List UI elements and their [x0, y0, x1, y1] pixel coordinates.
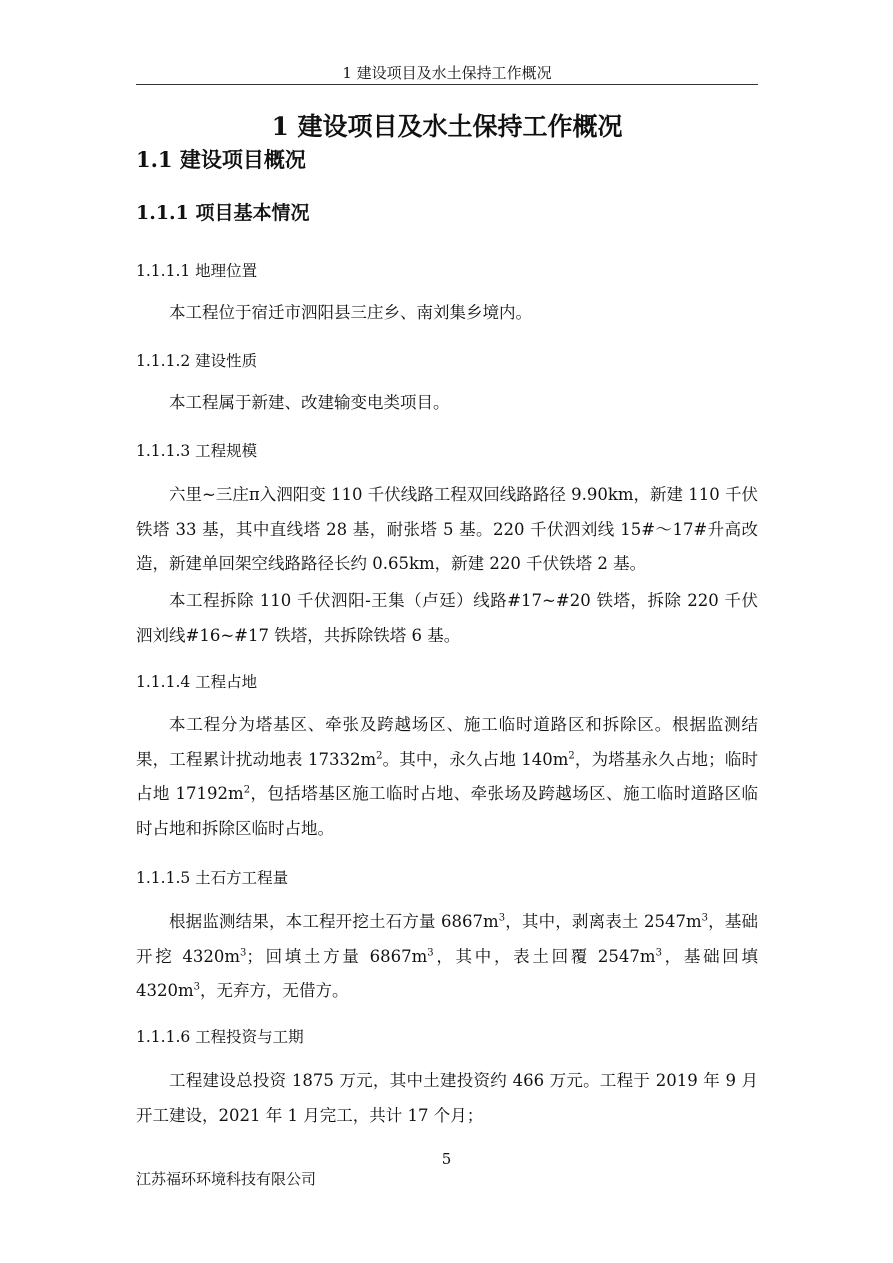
- paragraph-nature: 本工程属于新建、改建输变电类项目。: [169, 393, 450, 412]
- paragraph-scale-demolition: 本工程拆除 110 千伏泗阳-王集（卢廷）线路#17~#20 铁塔，拆除 220 千伏泗刘线#16~#17 铁塔，共拆除铁塔 6 基。: [136, 591, 758, 645]
- footer-company: 江苏福环环境科技有限公司: [136, 1170, 317, 1188]
- heading-geographic-location: 1.1.1.1 地理位置: [136, 262, 258, 280]
- header-divider: [136, 84, 758, 85]
- heading-earthwork: 1.1.1.5 土石方工程量: [136, 869, 289, 887]
- heading-project-scale: 1.1.1.3 工程规模: [136, 442, 258, 460]
- paragraph-location: 本工程位于宿迁市泗阳县三庄乡、南刘集乡境内。: [169, 303, 532, 322]
- chapter-title: 1 建设项目及水土保持工作概况: [271, 112, 623, 141]
- heading-investment-schedule: 1.1.1.6 工程投资与工期: [136, 1028, 304, 1046]
- page-number: 5: [441, 1150, 452, 1168]
- paragraph-earthwork: 根据监测结果，本工程开挖土石方量 $6867m^3$，其中，剥离表土 $2547m^3$，基础开挖 $4320m^3$；回填土方量 $6867m^3$，其中，表土回覆 $2547m^3$，基础回填 $4320m^3$，无弃方，无借方。: [136, 912, 758, 1000]
- paragraph-investment: 工程建设总投资 1875 万元，其中土建投资约 466 万元。工程于 2019 年 9 月开工建设，2021 年 1 月完工，共计 17 个月；: [136, 1071, 758, 1125]
- paragraph-land-occupation: 本工程分为塔基区、牵张及跨越场区、施工临时道路区和拆除区。根据监测结果，工程累计扰动地表 $17332m^2$。其中，永久占地 $140m^2$，为塔基永久占地；临时占地 $17192m^2$，包括塔基区施工临时占地、牵张场及跨越场区、施工临时道路区临时占地和拆除区临时占地。: [136, 715, 759, 838]
- subsection-title: 1.1.1 项目基本情况: [136, 202, 310, 224]
- heading-land-occupation: 1.1.1.4 工程占地: [136, 673, 258, 691]
- running-header: 1 建设项目及水土保持工作概况: [342, 64, 552, 82]
- section-title: 1.1 建设项目概况: [136, 147, 306, 172]
- heading-construction-nature: 1.1.1.2 建设性质: [136, 352, 258, 370]
- paragraph-scale-lines: 六里~三庄π入泗阳变 110 千伏线路工程双回线路路径 9.90km，新建 110 千伏铁塔 33 基，其中直线塔 28 基，耐张塔 5 基。220 千伏泗刘线 15#～17#升高改造，新建单回架空线路路径长约 0.65km，新建 220 千伏铁塔 2 基。: [136, 485, 758, 573]
